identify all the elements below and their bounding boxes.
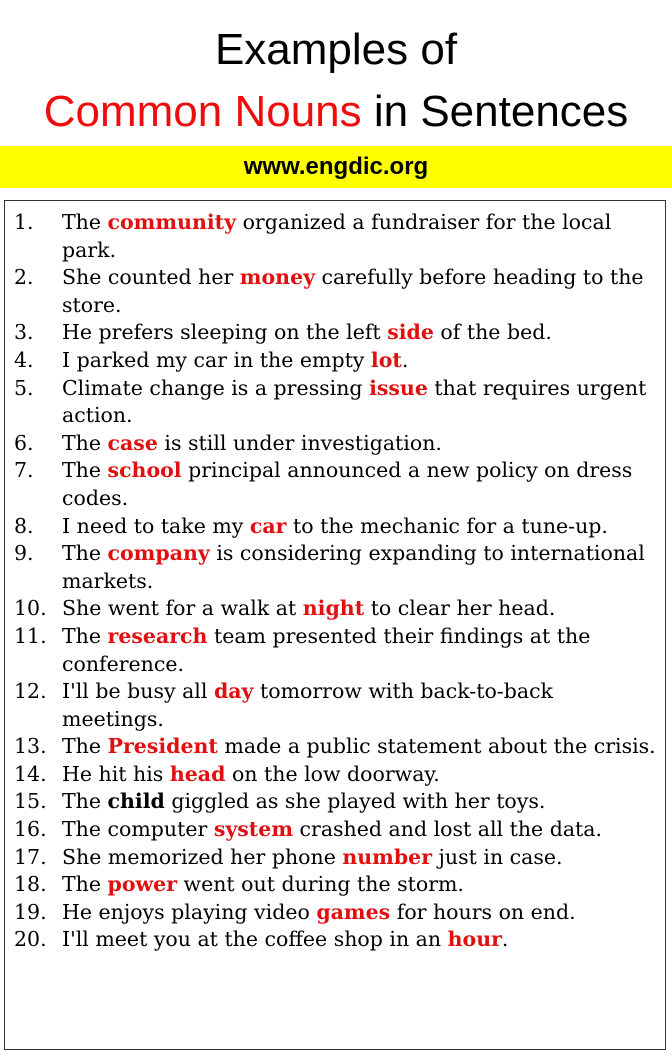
item-number: 14. xyxy=(14,761,47,786)
common-noun: money xyxy=(239,265,316,290)
list-item xyxy=(5,788,665,816)
page-title-line1: Examples of xyxy=(214,25,458,74)
list-item xyxy=(5,540,665,595)
title-accent: Common Nouns xyxy=(43,87,362,136)
sentence-after: team presented their findings at the conference. xyxy=(62,623,591,676)
item-number: 15. xyxy=(14,789,47,814)
item-number: 4. xyxy=(14,347,34,372)
common-noun: President xyxy=(107,734,218,759)
list-item xyxy=(5,761,665,789)
sentence-before: The xyxy=(62,789,108,814)
common-noun: hour xyxy=(447,927,502,952)
item-number: 7. xyxy=(14,458,34,483)
sentence-after: to clear her head. xyxy=(364,596,556,621)
list-item xyxy=(5,430,665,458)
sentence-before: He enjoys playing video xyxy=(62,899,317,924)
sentence-after: tomorrow with back-to-back meetings. xyxy=(62,679,553,731)
sentence-list xyxy=(5,201,665,954)
common-noun: research xyxy=(107,623,208,648)
sentence-before: She counted her xyxy=(62,265,240,290)
sentence-after: to the mechanic for a tune-up. xyxy=(286,513,608,538)
sentence-before: Climate change is a pressing xyxy=(62,375,370,400)
item-number: 1. xyxy=(14,210,34,234)
common-noun: power xyxy=(107,872,178,897)
item-number: 8. xyxy=(14,513,34,538)
common-noun: community xyxy=(107,210,237,234)
sentence-before: I'll be busy all xyxy=(62,679,214,704)
sentence-after: organized a fundraiser for the local park. xyxy=(62,210,612,262)
list-item xyxy=(5,595,665,623)
sentence-after: . xyxy=(501,927,509,952)
sentence-before: The computer xyxy=(62,817,214,842)
sentence-after: carefully before heading to the store. xyxy=(62,265,644,317)
sentence-before: I parked my car in the empty xyxy=(62,347,371,372)
sentence-after: giggled as she played with her toys. xyxy=(164,789,546,814)
sentence-after: principal announced a new policy on dress codes. xyxy=(62,458,633,510)
list-item xyxy=(5,623,665,678)
sentence-after: of the bed. xyxy=(433,320,552,345)
item-number: 12. xyxy=(14,679,47,704)
list-item xyxy=(5,733,665,761)
list-item xyxy=(5,264,665,319)
sentence-after: . xyxy=(401,347,409,372)
sentence-after: made a public statement about the crisis. xyxy=(217,734,656,759)
common-noun: company xyxy=(107,541,210,566)
list-item xyxy=(5,899,665,927)
list-item xyxy=(5,926,665,954)
list-item xyxy=(5,209,665,264)
list-item xyxy=(5,678,665,733)
sentence-before: The xyxy=(62,541,108,566)
sentence-after: for hours on end. xyxy=(390,899,576,924)
common-noun: case xyxy=(107,430,158,455)
item-number: 17. xyxy=(14,844,47,869)
sentence-before: She went for a walk at xyxy=(62,596,303,621)
list-item xyxy=(5,457,665,512)
sentence-before: The xyxy=(62,210,108,234)
item-number: 20. xyxy=(14,927,47,952)
sentence-after: went out during the storm. xyxy=(177,872,464,897)
item-number: 6. xyxy=(14,430,34,455)
item-number: 18. xyxy=(14,872,47,897)
list-item xyxy=(5,816,665,844)
common-noun: school xyxy=(107,458,182,483)
item-number: 9. xyxy=(14,541,34,566)
common-noun: day xyxy=(213,679,254,704)
list-item xyxy=(5,319,665,347)
item-number: 10. xyxy=(14,596,47,621)
sentence-after: that requires urgent action. xyxy=(62,375,647,428)
sentence-list-box xyxy=(4,200,666,1050)
website-url: www.engdic.org xyxy=(243,153,429,180)
list-item xyxy=(5,375,665,430)
sentence-after: just in case. xyxy=(432,844,563,869)
page-title-line2 xyxy=(0,86,672,138)
sentence-before: The xyxy=(62,458,108,483)
website-banner xyxy=(0,146,672,188)
item-number: 19. xyxy=(14,899,47,924)
common-noun: lot xyxy=(370,347,402,372)
sentence-before: The xyxy=(62,623,108,648)
sentence-before: She memorized her phone xyxy=(62,844,343,869)
sentence-after: is still under investigation. xyxy=(157,430,442,455)
sentence-before: I need to take my xyxy=(62,513,250,538)
item-number: 13. xyxy=(14,734,47,759)
sentence-before: I'll meet you at the coffee shop in an xyxy=(62,927,448,952)
common-noun: night xyxy=(302,596,365,621)
sentence-after: crashed and lost all the data. xyxy=(293,817,603,842)
sentence-after: is considering expanding to international markets. xyxy=(62,541,645,593)
common-noun: issue xyxy=(369,375,428,400)
sentence-before: The xyxy=(62,872,108,897)
common-noun: head xyxy=(169,761,226,786)
common-noun: side xyxy=(387,320,434,345)
common-noun: number xyxy=(342,844,433,869)
list-item xyxy=(5,347,665,375)
sentence-after: on the low doorway. xyxy=(225,761,440,786)
list-item xyxy=(5,513,665,541)
title-rest: in Sentences xyxy=(361,87,629,136)
common-noun: car xyxy=(249,513,287,538)
sentence-before: He hit his xyxy=(62,761,170,786)
list-item xyxy=(5,871,665,899)
sentence-before: He prefers sleeping on the left xyxy=(62,320,388,345)
sentence-before: The xyxy=(62,734,108,759)
sentence-before: The xyxy=(62,430,108,455)
item-number: 5. xyxy=(14,375,34,400)
common-noun: child xyxy=(107,789,165,814)
common-noun: system xyxy=(213,817,294,842)
item-number: 16. xyxy=(14,817,47,842)
item-number: 2. xyxy=(14,265,34,290)
item-number: 3. xyxy=(14,320,34,345)
list-item xyxy=(5,844,665,872)
item-number: 11. xyxy=(14,623,47,648)
common-noun: games xyxy=(316,899,391,924)
